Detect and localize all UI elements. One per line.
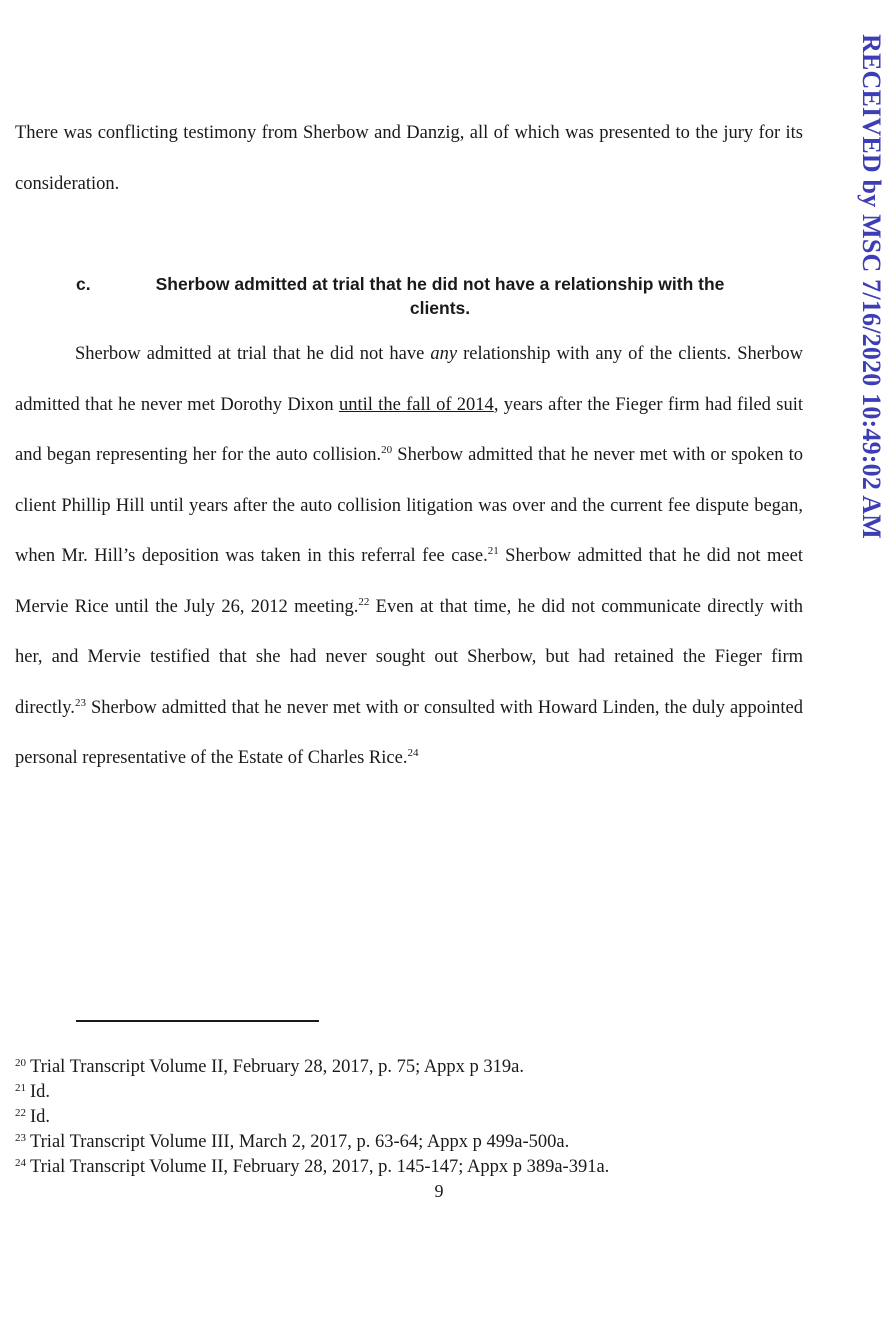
footnote-ref-20: 20 <box>381 444 393 456</box>
text-run: Even at that time, he did not communicate directly with her, and Mervie testified that she had never sought out Sherbow, but had retained the Fieger firm directly. <box>15 596 803 718</box>
text-run: Sherbow admitted at trial that he did not have <box>75 344 431 364</box>
footnote-ref-21: 21 <box>487 545 499 557</box>
footnote-number: 20 <box>15 1057 26 1069</box>
footnote-text: Trial Transcript Volume II, February 28, 2017, p. 145-147; Appx p 389a-391a. <box>30 1157 610 1177</box>
footnote-text: Id. <box>30 1082 51 1102</box>
text-run: Sherbow admitted that he never met with or spoken to client Phillip Hill until years after the auto collision litigation was over and the current fee dispute began, when Mr. Hill’s deposition was taken in this referral fee case. <box>15 445 803 566</box>
footnote-number: 24 <box>15 1157 26 1169</box>
emphasis-any: any <box>430 344 458 364</box>
footnote <box>15 1055 815 1080</box>
footnote-number: 21 <box>15 1082 26 1094</box>
footnote <box>15 1080 815 1105</box>
footnote-text: Trial Transcript Volume II, February 28, 2017, p. 75; Appx p 319a. <box>30 1057 525 1077</box>
footnote-ref-23: 23 <box>74 696 86 709</box>
paragraph-sherbow-admitted <box>15 329 803 784</box>
section-letter: c. <box>76 274 91 294</box>
paragraph-conflicting-testimony: There was conflicting testimony from Sherbow and Danzig, all of which was presented to the jury for its consideration. <box>15 123 803 194</box>
footnote-ref-22: 22 <box>358 595 370 608</box>
footnote <box>15 1155 815 1180</box>
received-stamp: RECEIVED by MSC 7/16/2020 10:49:02 AM <box>857 34 886 540</box>
text-run: relationship with any of the clients. Sherbow admitted that he never met Dorothy Dixon <box>15 344 803 415</box>
footnote-number: 23 <box>15 1132 26 1144</box>
text-run: Sherbow admitted that he never met with or consulted with Howard Linden, the duly appointed personal representative of the Estate of Charles Rice. <box>15 697 803 768</box>
footnote-text: Id. <box>30 1107 51 1127</box>
text-run: Sherbow admitted that he did not meet Mervie Rice until the July 26, 2012 meeting. <box>15 546 803 617</box>
footnote <box>15 1130 815 1155</box>
underlined-phrase: until the fall of 2014 <box>338 394 494 415</box>
footnote-text: Trial Transcript Volume III, March 2, 2017, p. 63-64; Appx p 499a-500a. <box>30 1132 570 1152</box>
text-run: , years after the Fieger firm had filed suit and began representing her for the auto collision. <box>15 394 803 465</box>
footnote <box>15 1105 815 1130</box>
section-heading-text: Sherbow admitted at trial that he did not have a relationship with the clients. <box>155 274 725 318</box>
footnotes <box>15 1055 815 1180</box>
section-heading <box>15 272 803 320</box>
footnote-number: 22 <box>15 1107 26 1119</box>
footnote-ref-24: 24 <box>407 747 419 759</box>
footnote-separator <box>76 1020 319 1022</box>
page-number: 9 <box>434 1181 444 1201</box>
